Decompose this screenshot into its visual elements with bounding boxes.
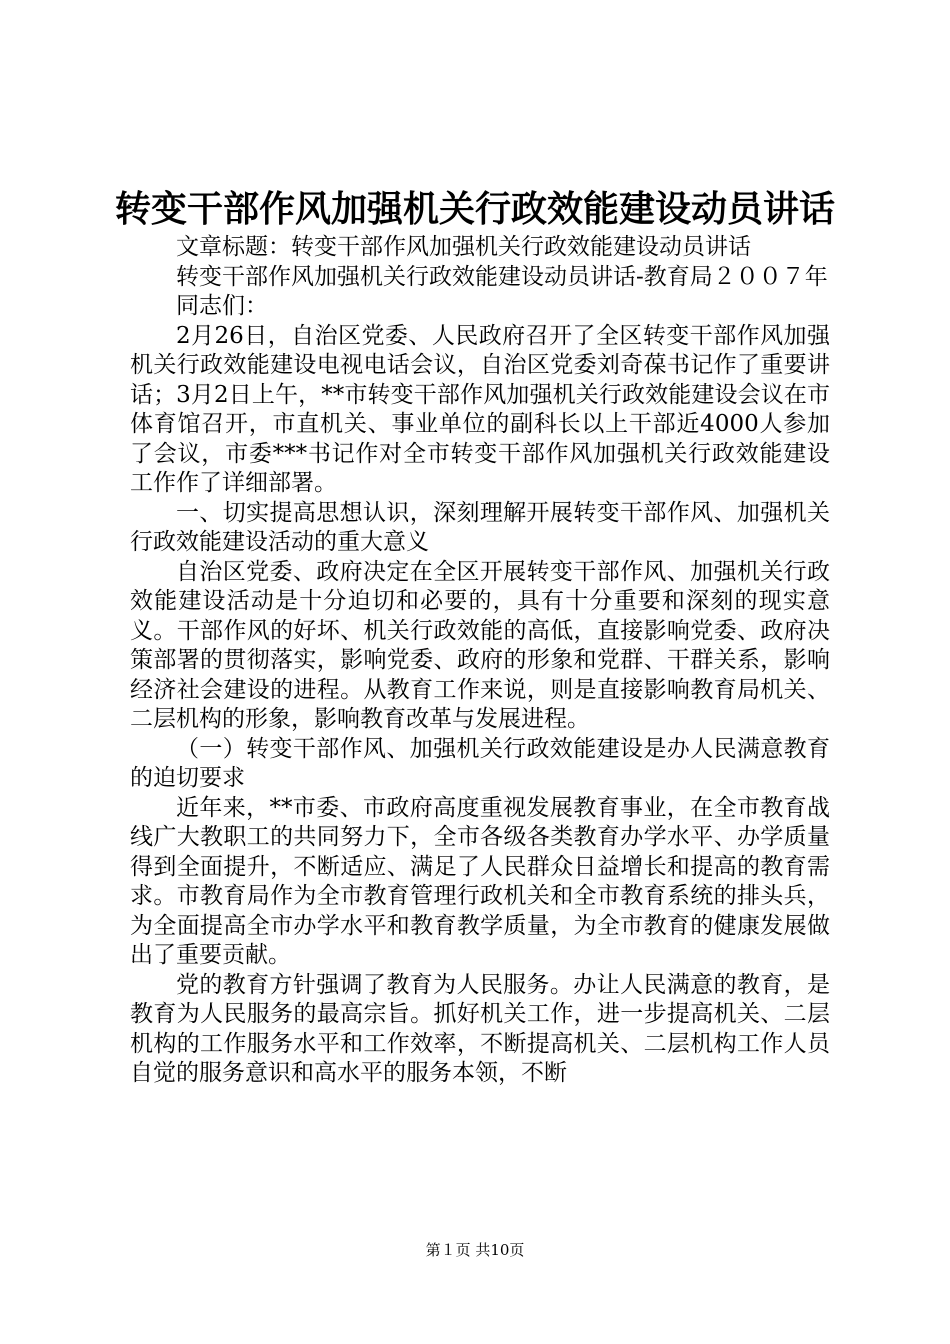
- body-paragraph: 党的教育方针强调了教育为人民服务。办让人民满意的教育，是教育为人民服务的最高宗旨。抓好机关工作，进一步提高机关、二层机构的工作服务水平和工作效率，不断提高机关、二层机构工作人员自觉的服务意识和高水平的服务本领，不断: [130, 971, 830, 1086]
- subsection-heading: （一）转变干部作风、加强机关行政效能建设是办人民满意教育的迫切要求: [130, 735, 830, 791]
- document-title: 转变干部作风加强机关行政效能建设动员讲话: [114, 189, 835, 230]
- body-paragraph: 自治区党委、政府决定在全区开展转变干部作风、加强机关行政效能建设活动是十分迫切和必要的，具有十分重要和深刻的现实意义。干部作风的好坏、机关行政效能的高低，直接影响党委、政府决策部署的贯彻落实，影响党委、政府的形象和党群、干群关系，影响经济社会建设的进程。从教育工作来说，则是直接影响教育局机关、二层机构的形象，影响教育改革与发展进程。: [130, 558, 830, 732]
- document-body: [130, 233, 830, 1089]
- salutation: 同志们：: [176, 293, 268, 319]
- subtitle-line: 转变干部作风加强机关行政效能建设动员讲话-教育局２００７年: [176, 263, 828, 290]
- page-footer: 第１页 共10页: [425, 1241, 525, 1259]
- article-title-line: 文章标题：转变干部作风加强机关行政效能建设动员讲话: [176, 234, 751, 260]
- body-paragraph: 2月26日，自治区党委、人民政府召开了全区转变干部作风加强机关行政效能建设电视电话会议，自治区党委刘奇葆书记作了重要讲话；3月2日上午，**市转变干部作风加强机关行政效能建设会议在市体育馆召开，市直机关、事业单位的副科长以上干部近4000人参加了会议，市委***书记作对全市转变干部作风加强机关行政效能建设工作作了详细部署。: [130, 322, 830, 496]
- body-paragraph: 近年来，**市委、市政府高度重视发展教育事业，在全市教育战线广大教职工的共同努力下，全市各级各类教育办学水平、办学质量得到全面提升，不断适应、满足了人民群众日益增长和提高的教育需求。市教育局作为全市教育管理行政机关和全市教育系统的排头兵，为全面提高全市办学水平和教育教学质量，为全市教育的健康发展做出了重要贡献。: [130, 794, 830, 968]
- section-heading: 一、切实提高思想认识，深刻理解开展转变干部作风、加强机关行政效能建设活动的重大意义: [130, 499, 830, 555]
